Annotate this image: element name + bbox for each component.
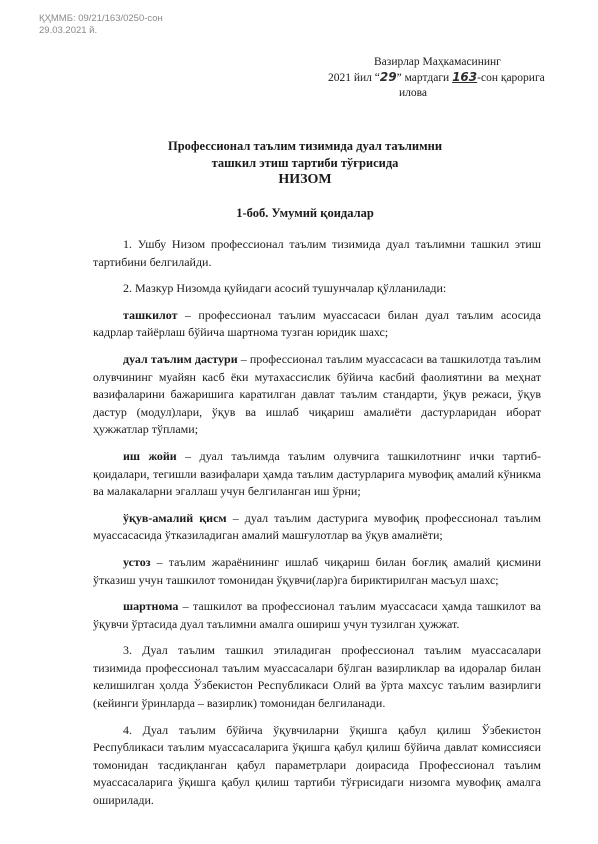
approval-month: ” мартдаги (396, 72, 450, 84)
approval-line-1: Вазирлар Маҳкамасининг (374, 56, 501, 68)
term-mentor: устоз (123, 554, 151, 569)
approval-year: 2021 йил “ (328, 72, 380, 84)
term-workplace: иш жойи (123, 448, 177, 463)
paragraph-4: 4. Дуал таълим бўйича ўқувчиларни ўқишга қабул қилиш Ўзбекистон Республикаси таълим муассасаларига ўқишга қабул қилиш бўйича давлат комиссияси томонидан тасдиқланган қабул параметрлари доирасида Профессионал таълим муассасаларига ўқишга қабул қилиш тартиби тўғрисидаги низомга мувофиқ амалга оширилади. (93, 722, 541, 808)
term-dual-program: дуал таълим дастури (123, 351, 238, 366)
definition-practical-part-text: – дуал таълим дастурига мувофиқ профессионал таълим муассасасида ўтказиладиган амалий машғулотлар ва ўқув амалиёти; (93, 510, 541, 543)
definition-dual-program-text: – профессионал таълим муассасаси ва ташкилотда таълим олувчининг муайян касб ёки мутахассислик бўйича касбий фаолиятини ва меҳнат вазифаларини бажаришига каратилган давлат таълим стандарти, ўқув режаси, ўқув дастур (модул)лари, ўқув ва ишлаб чиқариш амалиёти дастурларидан иборат ҳужжатлар тўплами; (93, 351, 541, 437)
chapter-heading: 1-боб. Умумий қоидалар (236, 206, 374, 220)
definition-practical-part (93, 510, 541, 545)
stamp-registration-number: ҚҲММБ: 09/21/163/0250-сон (39, 13, 163, 24)
approval-suffix: -сон қарорига (477, 72, 545, 84)
definition-workplace-text: – дуал таълимда таълим олувчига ташкилотнинг ички тартиб-қоидалари, тегишли вазифалари ҳамда таълим дастурларига мувофиқ амалий кўникма ва малакаларни эгаллаш учун белгиланган иш ўрни; (93, 448, 541, 499)
document-body (93, 236, 541, 810)
approval-line-3: илова (399, 87, 428, 99)
registration-stamp (39, 13, 163, 37)
definition-contract (93, 598, 541, 633)
definition-workplace (93, 448, 541, 501)
definition-organization-text: – профессионал таълим муассасаси билан дуал таълим асосида кадрлар тайёрлаш бўйича шартнома тузган юридик шахс; (93, 307, 541, 340)
definition-mentor (93, 554, 541, 589)
approval-day-handwritten: 29 (379, 70, 397, 84)
definition-dual-program (93, 351, 541, 439)
approval-note (328, 55, 558, 101)
approval-number-handwritten: 163 (452, 70, 478, 84)
document-title-line-1: Профессионал таълим тизимида дуал таълимни (167, 139, 443, 153)
definition-mentor-text: – таълим жараёнининг ишлаб чиқариш билан боғлиқ амалий қисмини ўтказиш учун ташкилот томонидан ўқувчи(лар)га бириктирилган масъул шахс; (93, 554, 541, 587)
document-title-main: НИЗОМ (278, 172, 332, 187)
paragraph-1: 1. Ушбу Низом профессионал таълим тизимида дуал таълимни ташкил этиш тартибини белгилайди. (93, 237, 541, 269)
approval-line-2 (328, 70, 558, 86)
paragraph-3: 3. Дуал таълим ташкил этиладиган профессионал таълим муассасалари тизимида профессионал таълим муассасалари бўлган вазирликлар ва идоралар билан келишилган ҳолда Ўзбекистон Республикаси Олий ва ўрта махсус таълим вазирлиги (кейинги ўринларда – вазирлик) томонидан белгиланади. (93, 643, 541, 711)
definition-organization (93, 307, 541, 342)
term-organization: ташкилот (123, 307, 178, 322)
term-practical-part: ўқув-амалий қисм (123, 510, 227, 525)
term-contract: шартнома (123, 599, 179, 614)
paragraph-2: 2. Мазкур Низомда қуйидаги асосий тушунчалар қўлланилади: (123, 281, 447, 296)
stamp-date: 29.03.2021 й. (39, 25, 98, 36)
document-title-line-2: ташкил этиш тартиби тўғрисида (211, 156, 399, 170)
definition-contract-text: – ташкилот ва профессионал таълим муассасаси ҳамда ташкилот ва ўқувчи ўртасида дуал таълимни амалга ошириш учун тузилган ҳужжат. (93, 599, 541, 631)
